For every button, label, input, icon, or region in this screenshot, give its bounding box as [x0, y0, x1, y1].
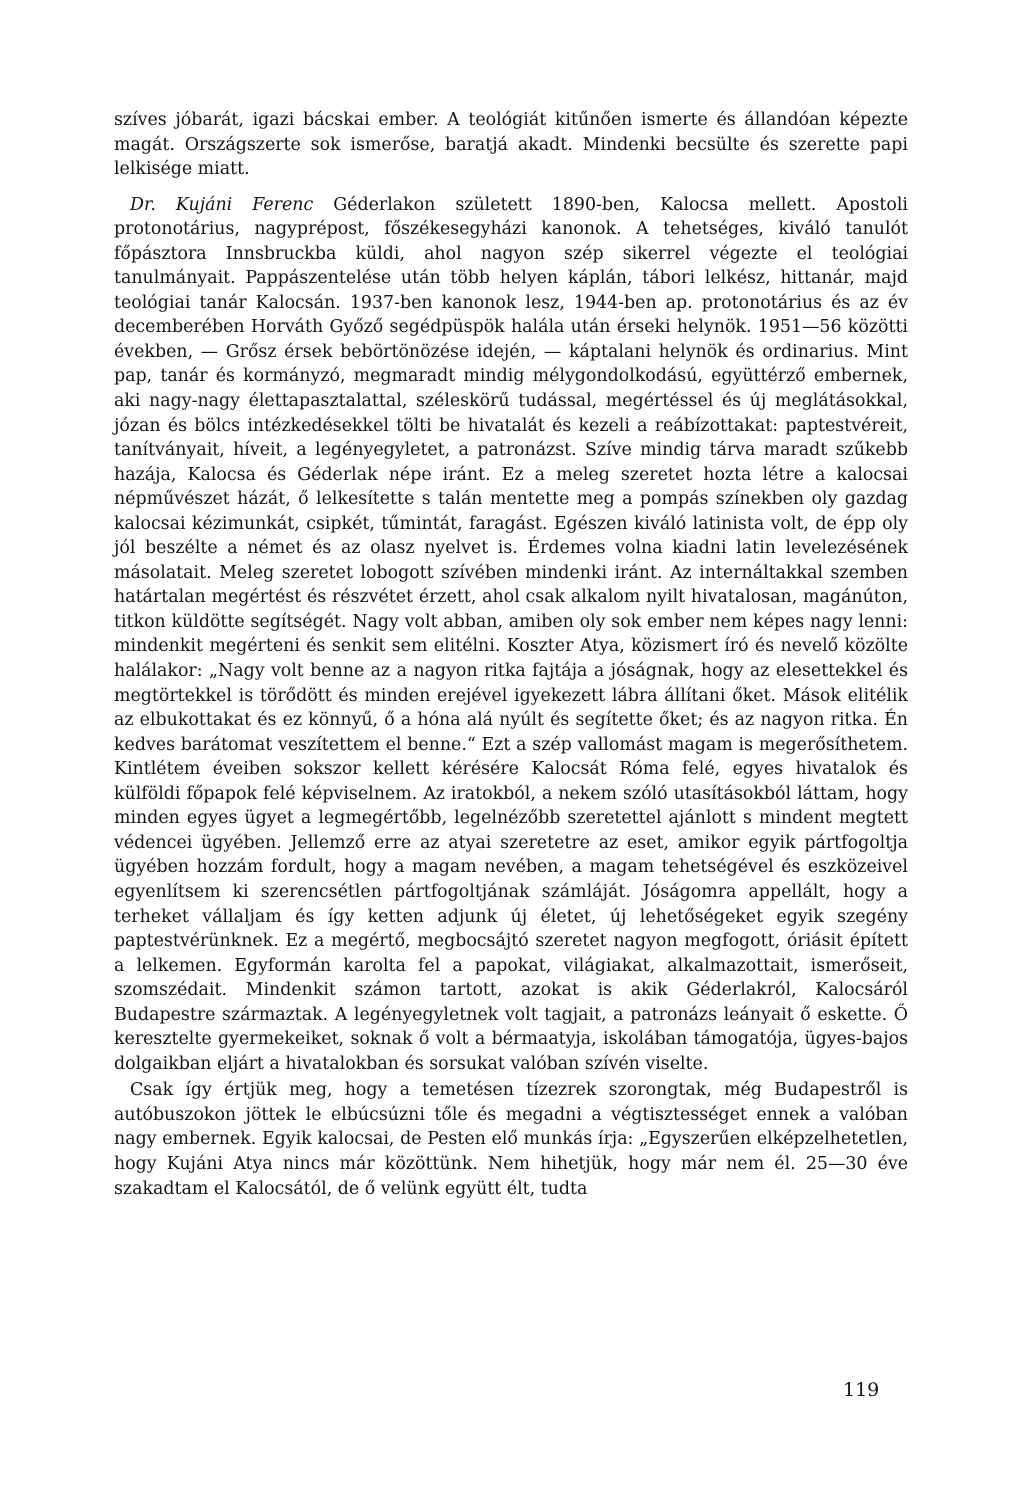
paragraph-2 [114, 193, 908, 1077]
paragraph-1-text: szíves jóbarát, igazi bácskai ember. A teológiát kitűnően ismerte és állandóan képezte magát. Országszerte sok ismerőse, baratjá akadt. Mindenki becsülte és szerette papi lelkisége miatt. [114, 110, 908, 180]
paragraph-3-text: Csak így értjük meg, hogy a temetésen tízezrek szorongtak, még Budapestről is autóbuszokon jöttek le elbúcsúzni tőle és megadni a végtisztességet ennek a valóban nagy embernek. Egyik kalocsai, de Pesten elő munkás írja: „Egyszerűen elképzelhetetlen, hogy Kujáni Atya nincs már közöttünk. Nem hihetjük, hogy már nem él. 25—30 éve szakadtam el Kalocsától, de ő velünk együtt élt, tudta [114, 1080, 908, 1199]
paragraph-1 [114, 108, 908, 182]
page-number: 119 [843, 1379, 880, 1401]
paragraph-3 [114, 1078, 908, 1201]
person-name-italic: Dr. Kujáni Ferenc [130, 194, 314, 215]
book-page-text [114, 108, 908, 1201]
paragraph-2-text: Géderlakon született 1890-ben, Kalocsa mellett. Apostoli protonotárius, nagyprépost, főszékesegyházi kanonok. A tehetséges, kiváló tanulót főpásztora Innsbruckba küldi, ahol nagyon szép sikerrel végezte el teológiai tanulmányait. Pappászentelése után több helyen káplán, tábori lelkész, hittanár, majd teológiai tanár Kalocsán. 1937-ben kanonok lesz, 1944-ben ap. protonotárius és az év decemberében Horváth Győző segédpüspök halála után érseki helynök. 1951—56 közötti években, — Grősz érsek bebörtönözése idején, — káptalani helynök és ordinarius. Mint pap, tanár és kormányzó, megmaradt mindig mélygondolkodású, együttérző embernek, aki nagy-nagy élettapasztalattal, széleskörű tudással, megértéssel és új meglátásokkal, józan és bölcs intézkedésekkel tölti be hivatalát és kezeli a reábízottakat: paptestvéreit, tanítványait, híveit, a legényegyletet, a patronázst. Szíve mindig tárva maradt szűkebb hazája, Kalocsa és Géderlak népe iránt. Ez a meleg szeretet hozta létre a kalocsai népművészet házát, ő lelkesítette s talán mentette meg a pompás színekben oly gazdag kalocsai kézimunkát, csipkét, tűmintát, faragást. Egészen kiváló latinista volt, de épp oly jól beszélte a német és az olasz nyelvet is. Érdemes volna kiadni latin levelezésének másolatait. Meleg szeretet lobogott szívében mindenki iránt. Az internáltakkal szemben határtalan megértést és részvétet érzett, ahol csak alkalom nyilt hivatalosan, magánúton, titkon küldötte segítségét. Nagy volt abban, amiben oly sok ember nem képes nagy lenni: mindenkit megérteni és senkit sem elitélni. Koszter Atya, közismert író és nevelő közölte halálakor: „Nagy volt benne az a nagyon ritka fajtája a jóságnak, hogy az elesettekkel és megtörtekkel is törődött és minden erejével igyekezett lábra állítani őket. Mások elitélik az elbukottakat és ez könnyű, ő a hóna alá nyúlt és segítette őket; és az nagyon ritka. Én kedves barátomat veszítettem el benne.“ Ezt a szép vallomást magam is megerősíthetem. Kintlétem éveiben sokszor kellett kérésére Kalocsát Róma felé, egyes hivatalok és külföldi főpapok felé képviselnem. Az iratokból, a nekem szóló utasításokból láttam, hogy minden egyes ügyet a legmegértőbb, legelnézőbb szeretettel ajánlott s mindent megtett védencei ügyében. Jellemző erre az atyai szeretetre az eset, amikor egyik pártfogoltja ügyében hozzám fordult, hogy a magam nevében, a magam tehetségével és eszközeivel egyenlítsem ki szerencsétlen pártfogoltjának számláját. Jóságomra appellált, hogy a terheket vállaljam és így ketten adjunk új életet, új lehetőségeket egyik szegény paptestvérünknek. Ez a megértő, megbocsájtó szeretet nagyon megfogott, óriásit épített a lelkemen. Egyformán karolta fel a papokat, világiakat, alkalmazottait, ismerőseit, szomszédait. Mindenkit számon tartott, azokat is akik Géderlakról, Kalocsáról Budapestre származtak. A legényegyletnek volt tagjait, a patronázs leányait ő eskette. Ő keresztelte gyermekeiket, soknak ő volt a bérmaatyja, iskolában támogatója, ügyes-bajos dolgaikban eljárt a hivatalokban és sorsukat valóban szívén viselte. [114, 194, 908, 1074]
